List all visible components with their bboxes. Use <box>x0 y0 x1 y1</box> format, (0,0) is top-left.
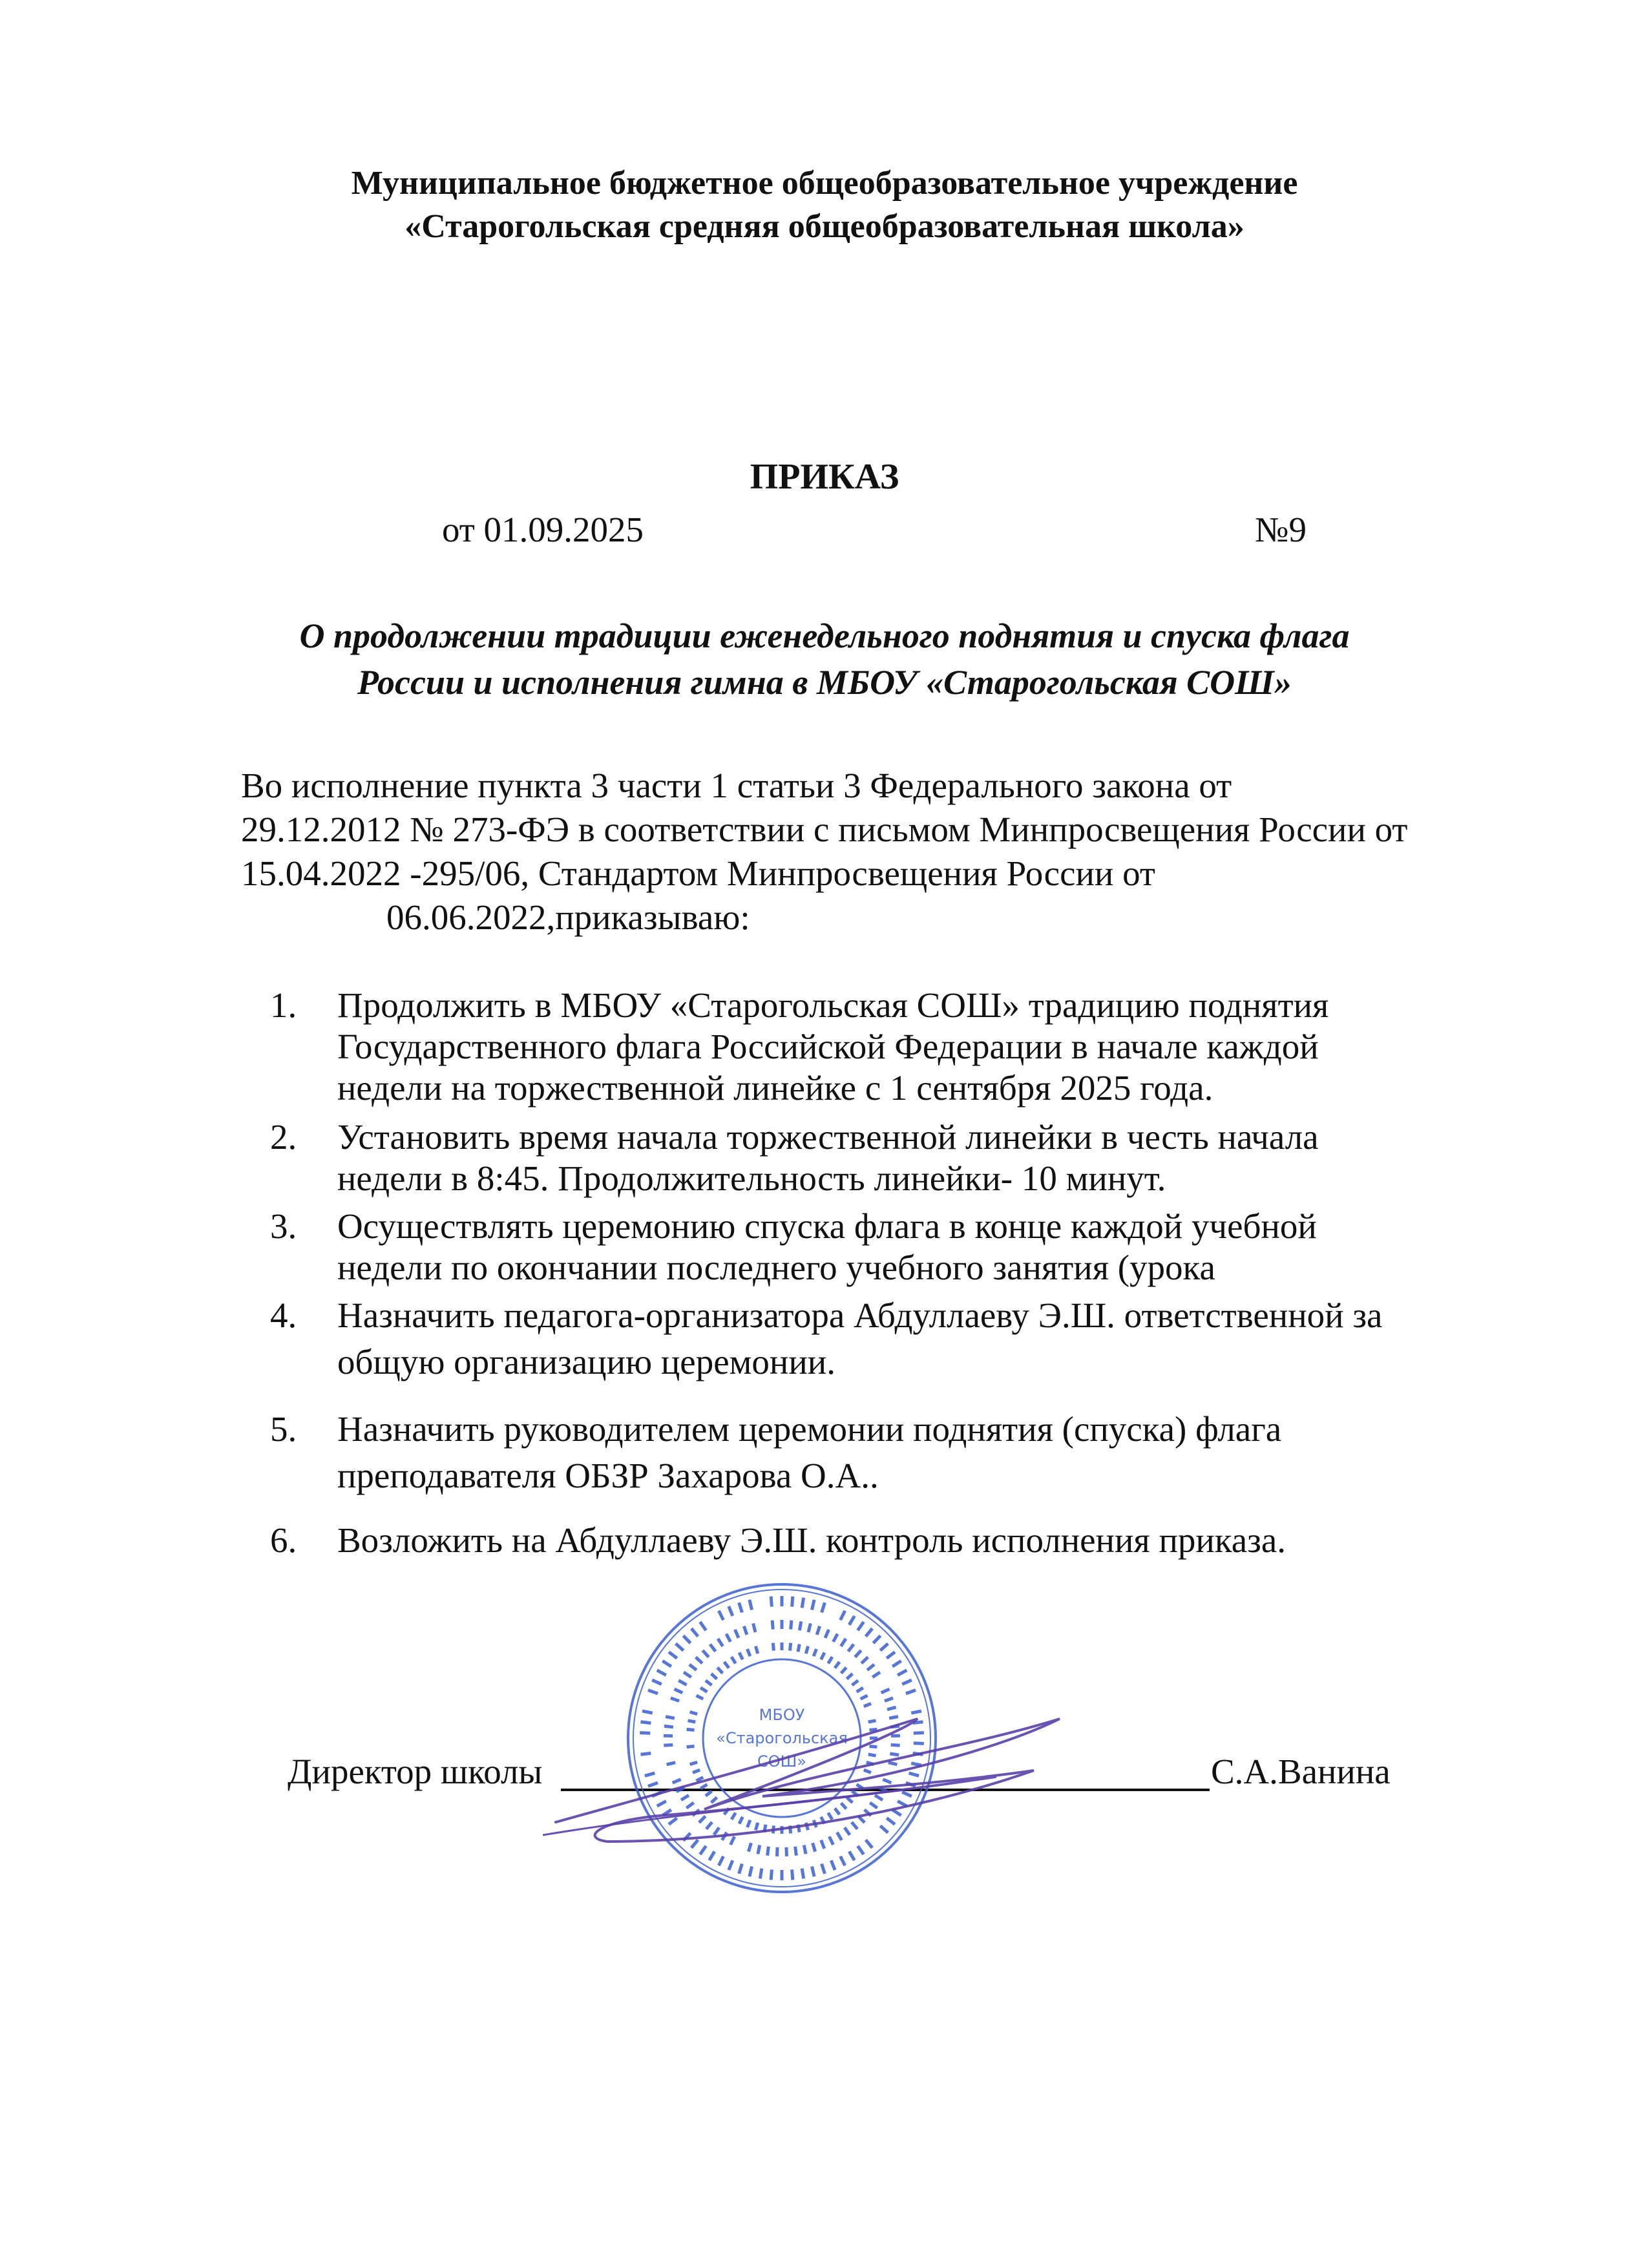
seal-letter-mark <box>797 1644 801 1652</box>
seal-letter-mark <box>690 1628 699 1638</box>
seal-letter-mark <box>710 1672 718 1680</box>
seal-letter-mark <box>698 1621 707 1632</box>
item-text: Возложить на Абдуллаеву Э.Ш. контроль исполнения приказа. <box>337 1520 1287 1560</box>
seal-letter-mark <box>839 1610 846 1621</box>
item-text: недели в 8:45. Продолжительность линейки- 10 минут. <box>337 1159 1166 1198</box>
seal-center-line: МБОУ <box>759 1706 805 1724</box>
seal-letter-mark <box>897 1669 907 1677</box>
subject-line1: О продолжении традиции еженедельного поднятия и спуска флага <box>299 616 1350 655</box>
seal-letter-mark <box>856 1621 865 1632</box>
seal-letter-mark <box>886 1651 896 1660</box>
seal-letter-mark <box>717 1610 725 1621</box>
seal-letter-mark <box>879 1643 889 1652</box>
item-text: Государственного флага Российской Федерации в начале каждой <box>337 1027 1319 1066</box>
seal-letter-mark <box>832 1633 839 1643</box>
seal-letter-mark <box>789 1620 793 1629</box>
seal-letter-mark <box>846 1672 854 1680</box>
seal-letter-mark <box>790 1596 794 1606</box>
seal-letter-mark <box>727 1606 734 1617</box>
item-number: 2. <box>270 1117 297 1157</box>
seal-letter-mark <box>717 1638 724 1647</box>
seal-letter-mark <box>772 1643 775 1650</box>
seal-letter-mark <box>746 1648 751 1657</box>
seal-letter-mark <box>798 1621 803 1631</box>
item-text: Осуществлять церемонию спуска флага в конце каждой учебной <box>337 1206 1317 1246</box>
seal-letter-mark <box>742 1626 748 1635</box>
signatory-name: С.А.Ванина <box>1211 1752 1391 1791</box>
item-text: недели на торжественной линейке с 1 сентября 2025 года. <box>337 1068 1213 1108</box>
seal-center-line: «Старогольская <box>716 1729 848 1747</box>
seal-letter-mark <box>656 1669 667 1677</box>
preamble-line: 15.04.2022 -295/06, Стандартом Минпросвещения России от <box>241 854 1155 893</box>
seal-letter-mark <box>872 1635 882 1644</box>
seal-letter-mark <box>682 1635 692 1644</box>
seal-letter-mark <box>865 1628 874 1638</box>
seal-letter-mark <box>819 1652 826 1660</box>
document-title: ПРИКАЗ <box>750 457 899 497</box>
subject-line2: России и исполнения гимна в МБОУ «Старогольская СОШ» <box>357 663 1292 702</box>
seal-letter-mark <box>770 1596 773 1606</box>
seal-letter-mark <box>662 1659 672 1668</box>
item-number: 4. <box>270 1296 297 1335</box>
seal-letter-mark <box>804 1646 810 1654</box>
seal-letter-mark <box>820 1602 826 1613</box>
seal-letter-mark <box>867 1663 876 1672</box>
item-number: 3. <box>270 1206 297 1246</box>
order-number: №9 <box>1255 510 1307 549</box>
item-number: 6. <box>270 1520 297 1560</box>
seal-letter-mark <box>688 1663 697 1672</box>
seal-letter-mark <box>892 1659 902 1668</box>
seal-letter-mark <box>810 1599 816 1610</box>
seal-letter-mark <box>840 1666 848 1674</box>
seal-letter-mark <box>788 1643 792 1650</box>
seal-letter-mark <box>807 1623 812 1633</box>
signatory-position: Директор школы <box>288 1752 543 1791</box>
org-name-line1: Муниципальное бюджетное общеобразовательное учреждение <box>351 165 1298 202</box>
seal-letter-mark <box>730 1656 737 1664</box>
seal-letter-mark <box>733 1629 740 1639</box>
seal-letter-mark <box>751 1623 757 1633</box>
org-name-line2: «Старогольская средняя общеобразовательная школа» <box>404 208 1245 245</box>
seal-letter-mark <box>754 1646 759 1654</box>
seal-letter-mark <box>824 1629 830 1639</box>
seal-letter-mark <box>801 1597 805 1608</box>
seal-letter-mark <box>854 1650 862 1659</box>
preamble-line: Во исполнение пункта 3 части 1 статьи 3 Федерального закона от <box>241 766 1232 805</box>
order-date: от 01.09.2025 <box>442 510 644 549</box>
seal-letter-mark <box>723 1661 730 1669</box>
handwritten-signature <box>543 1680 1073 1874</box>
seal-letter-mark <box>834 1661 841 1669</box>
preamble-line: 29.12.2012 № 273-ФЭ в соответствии с письмом Минпросвещения России от <box>241 810 1408 849</box>
item-number: 1. <box>270 985 297 1025</box>
seal-letter-mark <box>812 1648 818 1657</box>
item-number: 5. <box>270 1409 297 1449</box>
item-text: общую организацию церемонии. <box>337 1342 835 1381</box>
seal-letter-mark <box>827 1656 834 1664</box>
seal-letter-mark <box>781 1643 784 1650</box>
item-text: недели по окончании последнего учебного занятия (урока <box>337 1248 1215 1287</box>
seal-letter-mark <box>702 1650 710 1659</box>
seal-letter-mark <box>716 1666 724 1674</box>
seal-letter-mark <box>683 1671 692 1679</box>
seal-letter-mark <box>872 1671 881 1679</box>
seal-letter-mark <box>709 1643 717 1652</box>
seal-letter-mark <box>781 1596 784 1606</box>
seal-letter-mark <box>771 1620 775 1629</box>
seal-letter-mark <box>738 1652 744 1660</box>
seal-letter-mark <box>839 1638 847 1647</box>
seal-letter-mark <box>781 1620 784 1629</box>
seal-letter-mark <box>668 1651 678 1660</box>
seal-letter-mark <box>847 1643 855 1652</box>
seal-center-line: СОШ» <box>757 1752 806 1770</box>
item-text: Продолжить в МБОУ «Старогольская СОШ» традицию поднятия <box>337 985 1329 1025</box>
seal-letter-mark <box>695 1656 704 1664</box>
seal-letter-mark <box>737 1602 744 1613</box>
seal-letter-mark <box>848 1615 856 1626</box>
preamble-line: 06.06.2022,приказываю: <box>386 898 750 937</box>
seal-letter-mark <box>675 1643 684 1652</box>
seal-letter-mark <box>815 1626 821 1635</box>
seal-letter-mark <box>860 1656 869 1664</box>
item-text: Назначить руководителем церемонии поднятия (спуска) флага <box>337 1409 1282 1449</box>
item-text: Назначить педагога-организатора Абдуллаеву Э.Ш. ответственной за <box>337 1296 1383 1335</box>
item-text: преподавателя ОБЗР Захарова О.А.. <box>337 1456 879 1495</box>
item-text: Установить время начала торжественной линейки в честь начала <box>337 1117 1319 1157</box>
seal-letter-mark <box>748 1599 753 1610</box>
seal-letter-mark <box>725 1633 732 1643</box>
